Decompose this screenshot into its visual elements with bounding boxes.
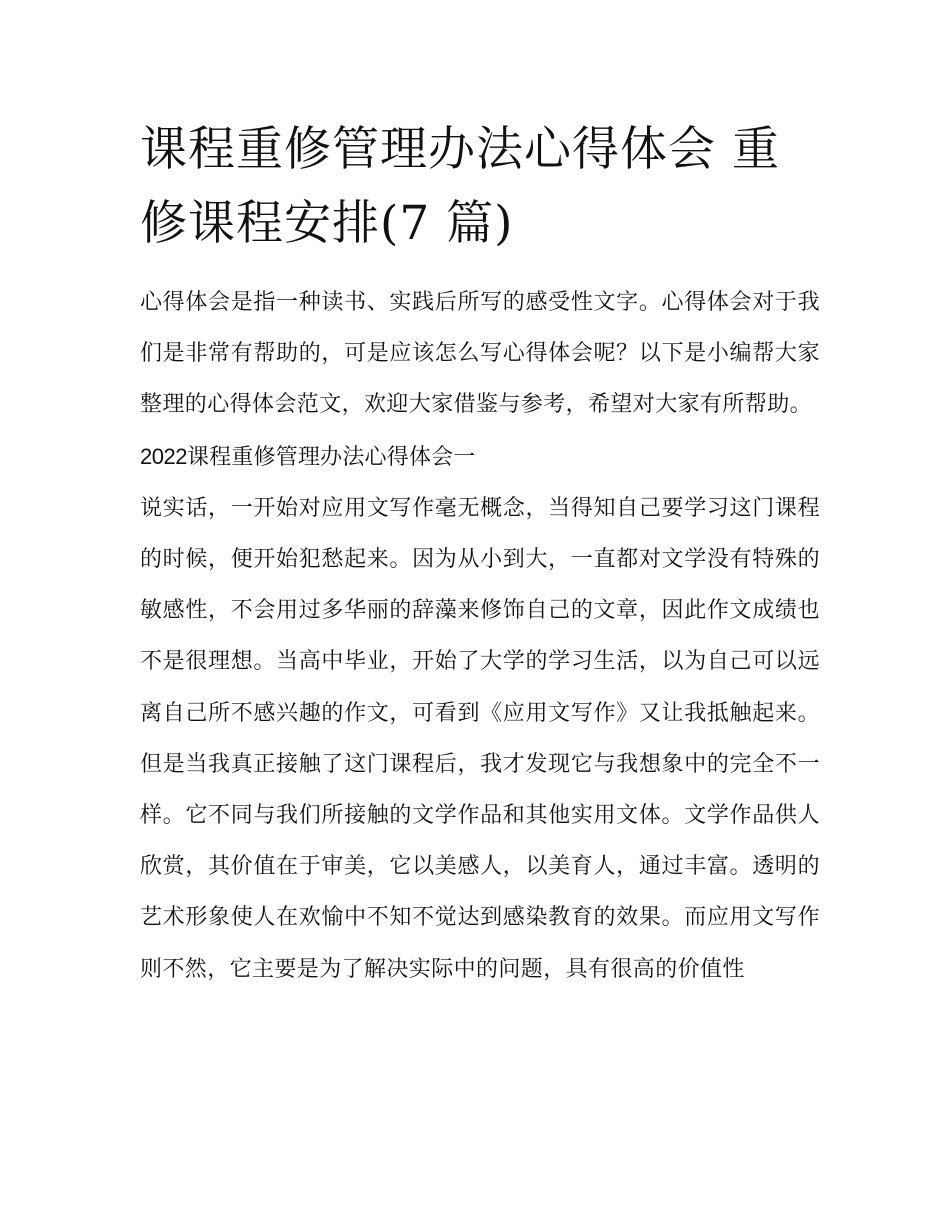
document-title: 课程重修管理办法心得体会 重修课程安排(7 篇) [140,122,780,251]
intro-paragraph: 心得体会是指一种读书、实践后所写的感受性文字。心得体会对于我们是非常有帮助的，可是应该怎么写心得体会呢？以下是小编帮大家整理的心得体会范文，欢迎大家借鉴与参考，希望对大家有所帮助。 [140,290,820,418]
section-body-paragraph: 说实话，一开始对应用文写作毫无概念，当得知自己要学习这门课程的时候，便开始犯愁起来。因为从小到大，一直都对文学没有特殊的敏感性，不会用过多华丽的辞藻来修饰自己的文章，因此作文成绩也不是很理想。当高中毕业，开始了大学的学习生活，以为自己可以远离自己所不感兴趣的作文，可看到《应用文写作》又让我抵触起来。但是当我真正接触了这门课程后，我才发现它与我想象中的完全不一样。它不同与我们所接触的文学作品和其他实用文体。文学作品供人欣赏，其价值在于审美，它以美感人，以美育人，通过丰富。透明的艺术形象使人在欢愉中不知不觉达到感染教育的效果。而应用文写作则不然，它主要是为了解决实际中的问题，具有很高的价值性 [140,495,820,982]
section-heading-year: 2022 [140,443,187,469]
section-heading [140,431,820,483]
document-body [140,277,820,995]
section-heading-text: 课程重修管理办法心得体会一 [186,444,476,470]
